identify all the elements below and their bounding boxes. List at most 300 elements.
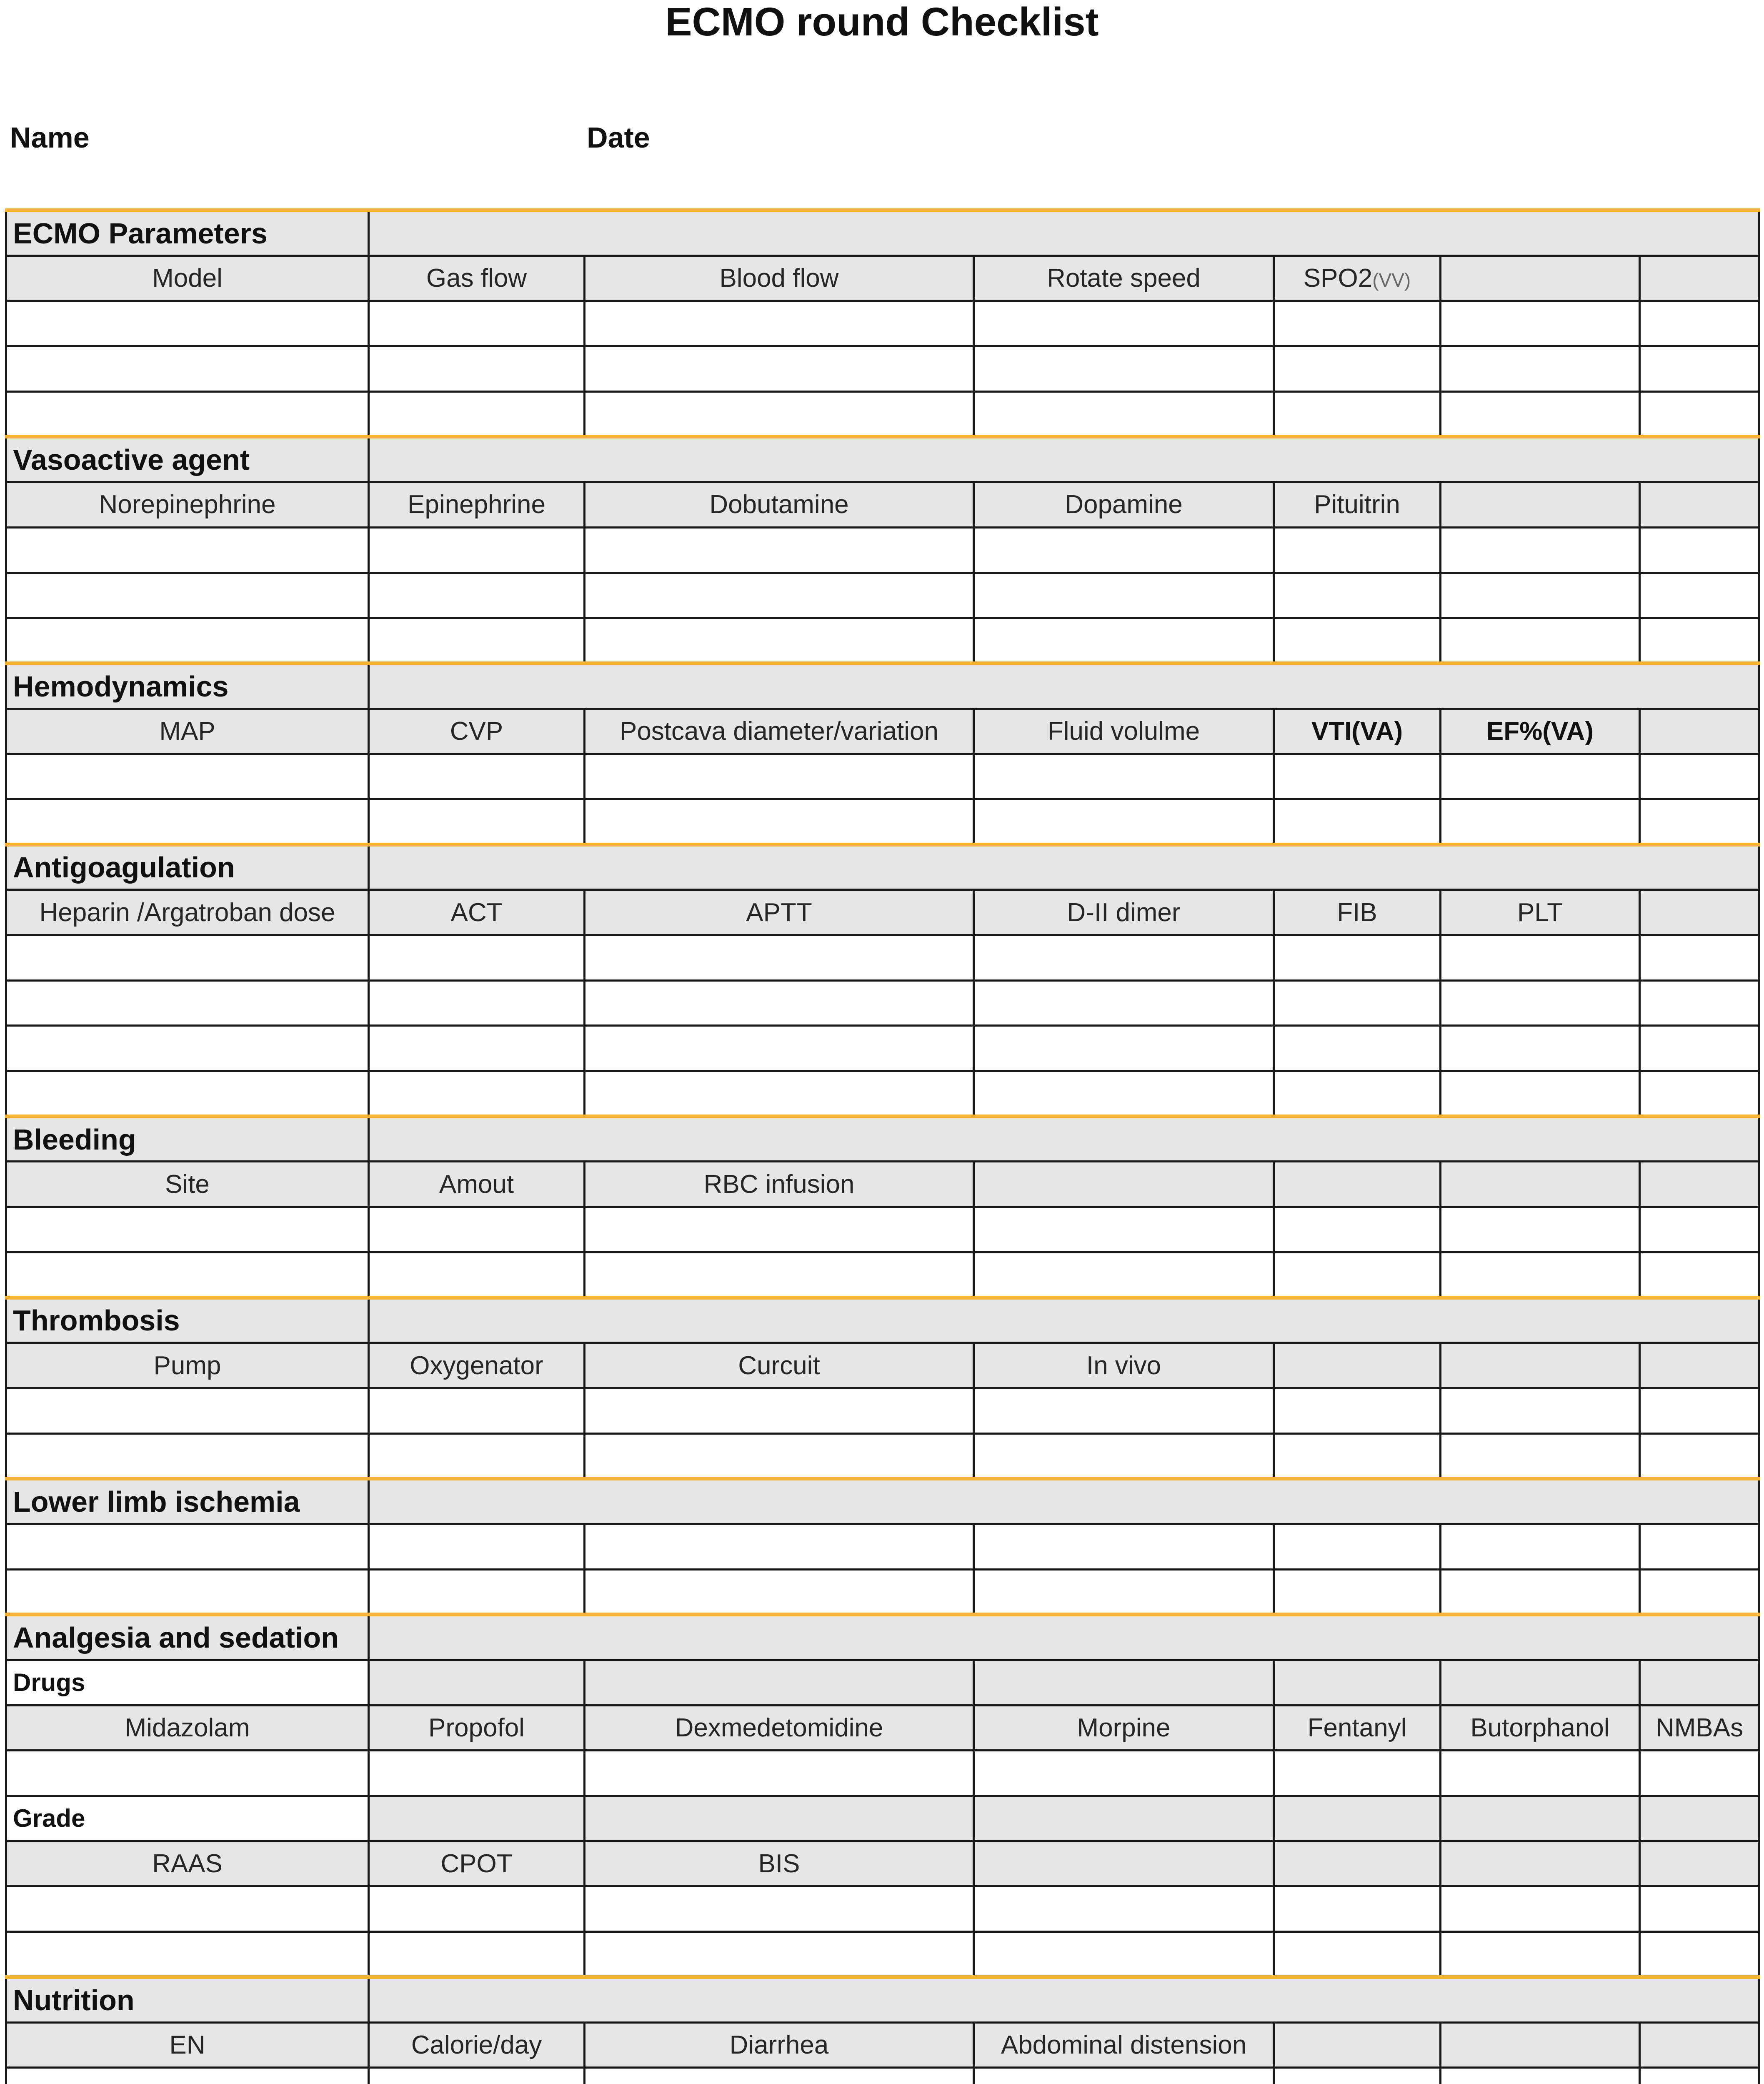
column-header-dexmedetomidine	[585, 1705, 974, 1751]
column-header-gas-flow	[369, 255, 585, 301]
entry-cell[interactable]	[6, 1751, 369, 1796]
entry-cell[interactable]	[1441, 618, 1640, 664]
entry-cell[interactable]	[585, 1524, 974, 1569]
entry-cell[interactable]	[1640, 1388, 1759, 1433]
subsection-drugs	[6, 1660, 1759, 1706]
antigoagulation-entry-row	[6, 1071, 1759, 1117]
column-header-epinephrine	[369, 482, 585, 528]
entry-cell[interactable]	[6, 1433, 369, 1479]
entry-cell[interactable]	[369, 1026, 585, 1071]
entry-cell[interactable]	[1640, 2068, 1759, 2084]
entry-cell[interactable]	[974, 1207, 1274, 1252]
entry-cell[interactable]	[974, 346, 1274, 392]
entry-cell[interactable]	[974, 799, 1274, 844]
entry-cell[interactable]	[6, 1207, 369, 1252]
entry-cell[interactable]	[1441, 1886, 1640, 1932]
entry-cell[interactable]	[1640, 1252, 1759, 1297]
entry-cell[interactable]	[1640, 935, 1759, 981]
entry-cell[interactable]	[974, 1026, 1274, 1071]
antigoagulation-column-headers	[6, 890, 1759, 935]
entry-cell[interactable]	[585, 754, 974, 799]
column-header-postcava-diameter-variation	[585, 709, 974, 754]
entry-cell[interactable]	[1274, 1388, 1441, 1433]
column-header-rbc-infusion	[585, 1162, 974, 1207]
entry-cell[interactable]	[585, 618, 974, 664]
column-header-label: APTT	[746, 898, 812, 927]
column-header-map	[6, 709, 369, 754]
section-title: Lower limb ischemia	[6, 1479, 369, 1524]
column-header-label: Curcuit	[738, 1351, 820, 1380]
section-antigoagulation	[6, 844, 1759, 890]
entry-cell[interactable]	[1441, 1207, 1640, 1252]
entry-cell[interactable]	[1274, 1886, 1441, 1932]
entry-cell[interactable]	[1274, 301, 1441, 346]
column-header-label: Model	[152, 264, 223, 293]
entry-cell[interactable]	[974, 980, 1274, 1026]
entry-cell[interactable]	[585, 1569, 974, 1615]
entry-cell[interactable]	[1441, 980, 1640, 1026]
entry-cell[interactable]	[1274, 1751, 1441, 1796]
column-header-label: Fentanyl	[1307, 1713, 1407, 1743]
section-header-fill	[369, 1977, 1759, 2022]
column-header-label: Oxygenator	[410, 1351, 543, 1380]
entry-cell[interactable]	[585, 1932, 974, 1977]
column-header-diarrhea	[585, 2022, 974, 2068]
entry-cell[interactable]	[369, 391, 585, 437]
column-header-bis	[585, 1841, 974, 1886]
column-header-in-vivo	[974, 1343, 1274, 1388]
entry-cell[interactable]	[6, 935, 369, 981]
entry-cell[interactable]	[1274, 799, 1441, 844]
vasoactive-agent-entry-row	[6, 618, 1759, 664]
column-header-empty	[1441, 482, 1640, 528]
entry-cell[interactable]	[1640, 1071, 1759, 1117]
entry-cell[interactable]	[1274, 1252, 1441, 1297]
spo2-suffix: (VV)	[1372, 269, 1411, 291]
column-header-empty	[1640, 255, 1759, 301]
column-header-label: Gas flow	[426, 264, 527, 293]
entry-cell[interactable]	[6, 980, 369, 1026]
column-header-morpine	[974, 1705, 1274, 1751]
column-header-act	[369, 890, 585, 935]
vasoactive-agent-column-headers	[6, 482, 1759, 528]
entry-cell[interactable]	[585, 527, 974, 573]
page-title: ECMO round Checklist	[665, 0, 1099, 44]
column-header-label: EF%(VA)	[1486, 716, 1594, 746]
vasoactive-agent-entry-row	[6, 527, 1759, 573]
column-header-label: Blood flow	[719, 264, 839, 293]
entry-cell[interactable]	[369, 1524, 585, 1569]
entry-cell[interactable]	[6, 1886, 369, 1932]
column-header-label: Epinephrine	[408, 490, 545, 519]
section-header-fill	[369, 1116, 1759, 1162]
entry-cell[interactable]	[1640, 1569, 1759, 1615]
entry-cell[interactable]	[1274, 1026, 1441, 1071]
section-header-fill	[369, 210, 1759, 256]
entry-cell[interactable]	[1640, 301, 1759, 346]
entry-cell[interactable]	[585, 1433, 974, 1479]
entry-cell[interactable]	[1441, 573, 1640, 618]
column-header-empty	[1640, 709, 1759, 754]
entry-cell[interactable]	[1441, 1932, 1640, 1977]
entry-cell[interactable]	[1441, 1569, 1640, 1615]
entry-cell[interactable]	[1640, 1524, 1759, 1569]
subsection-fill	[1441, 1660, 1640, 1706]
entry-cell[interactable]	[1274, 1433, 1441, 1479]
column-header-label: RBC infusion	[703, 1170, 855, 1199]
column-header-label: Propofol	[428, 1713, 525, 1743]
column-header-label: PLT	[1517, 898, 1563, 927]
column-header-abdominal-distension	[974, 2022, 1274, 2068]
column-header-midazolam	[6, 1705, 369, 1751]
entry-cell[interactable]	[1274, 346, 1441, 392]
entry-cell[interactable]	[1441, 1751, 1640, 1796]
section-hemodynamics	[6, 663, 1759, 709]
column-header-empty	[1274, 1162, 1441, 1207]
entry-cell[interactable]	[369, 1071, 585, 1117]
entry-cell[interactable]	[1441, 346, 1640, 392]
hemodynamics-entry-row	[6, 754, 1759, 799]
column-header-label: Site	[165, 1170, 210, 1199]
section-ecmo-parameters	[6, 210, 1759, 256]
subsection-fill	[369, 1796, 585, 1841]
section-title: Vasoactive agent	[6, 437, 369, 482]
column-header-label: Abdominal distension	[1001, 2030, 1247, 2059]
entry-cell[interactable]	[369, 618, 585, 664]
name-label: Name	[10, 121, 90, 154]
column-header-label: EN	[169, 2030, 205, 2059]
entry-cell[interactable]	[1640, 1751, 1759, 1796]
entry-cell[interactable]	[1640, 799, 1759, 844]
entry-cell[interactable]	[369, 1751, 585, 1796]
ecmo-parameters-column-headers	[6, 255, 1759, 301]
entry-cell[interactable]	[585, 346, 974, 392]
entry-cell[interactable]	[6, 1252, 369, 1297]
column-header-cpot	[369, 1841, 585, 1886]
entry-cell[interactable]	[1441, 754, 1640, 799]
entry-cell[interactable]	[6, 799, 369, 844]
section-header-fill	[369, 1297, 1759, 1343]
entry-cell[interactable]	[369, 301, 585, 346]
entry-cell[interactable]	[974, 573, 1274, 618]
column-header-dobutamine	[585, 482, 974, 528]
entry-cell[interactable]	[585, 1751, 974, 1796]
column-header-label: Morpine	[1077, 1713, 1171, 1743]
subsection-fill	[1640, 1796, 1759, 1841]
column-header-rotate-speed	[974, 255, 1274, 301]
entry-cell[interactable]	[1640, 573, 1759, 618]
column-header-label: Heparin /Argatroban dose	[39, 898, 335, 927]
entry-cell[interactable]	[1640, 1207, 1759, 1252]
entry-cell[interactable]	[585, 980, 974, 1026]
entry-cell[interactable]	[369, 1207, 585, 1252]
subsection-fill	[1640, 1660, 1759, 1706]
column-header-empty	[1441, 1343, 1640, 1388]
column-header-label: CVP	[450, 716, 503, 746]
subsection-fill	[369, 1660, 585, 1706]
column-header-nmbas	[1640, 1705, 1759, 1751]
column-header-propofol	[369, 1705, 585, 1751]
ecmo-parameters-entry-row	[6, 301, 1759, 346]
entry-cell[interactable]	[1441, 1252, 1640, 1297]
entry-cell[interactable]	[974, 301, 1274, 346]
entry-cell[interactable]	[585, 1252, 974, 1297]
column-header-aptt	[585, 890, 974, 935]
nutrition-column-headers	[6, 2022, 1759, 2068]
subsection-fill	[1274, 1660, 1441, 1706]
entry-cell[interactable]	[1640, 980, 1759, 1026]
antigoagulation-entry-row	[6, 1026, 1759, 1071]
entry-cell[interactable]	[369, 754, 585, 799]
bleeding-column-headers	[6, 1162, 1759, 1207]
entry-cell[interactable]	[369, 346, 585, 392]
entry-cell[interactable]	[974, 935, 1274, 981]
subsection-label: Grade	[6, 1796, 369, 1841]
entry-cell[interactable]	[6, 1569, 369, 1615]
column-header-empty	[1640, 482, 1759, 528]
date-label: Date	[587, 121, 650, 154]
subsection-fill	[1441, 1796, 1640, 1841]
entry-cell[interactable]	[585, 1207, 974, 1252]
section-analgesia-and-sedation	[6, 1615, 1759, 1660]
section-title: Analgesia and sedation	[6, 1615, 369, 1660]
entry-cell[interactable]	[585, 573, 974, 618]
subsection-fill	[974, 1796, 1274, 1841]
subsection-fill	[974, 1660, 1274, 1706]
entry-cell[interactable]	[585, 1388, 974, 1433]
entry-cell[interactable]	[1441, 1524, 1640, 1569]
column-header-empty	[1441, 1841, 1640, 1886]
entry-cell[interactable]	[1640, 1433, 1759, 1479]
entry-cell[interactable]	[585, 935, 974, 981]
entry-cell[interactable]	[974, 391, 1274, 437]
entry-cell[interactable]	[974, 1252, 1274, 1297]
column-header-amout	[369, 1162, 585, 1207]
section-header-fill	[369, 437, 1759, 482]
entry-cell[interactable]	[974, 1886, 1274, 1932]
section-title: Hemodynamics	[6, 663, 369, 709]
ecmo-parameters-entry-row	[6, 346, 1759, 392]
entry-cell[interactable]	[1274, 1071, 1441, 1117]
entry-cell[interactable]	[369, 1388, 585, 1433]
column-header-pump	[6, 1343, 369, 1388]
entry-cell[interactable]	[1640, 618, 1759, 664]
entry-cell[interactable]	[1441, 391, 1640, 437]
entry-cell[interactable]	[369, 2068, 585, 2084]
column-header-label: Pituitrin	[1314, 490, 1400, 519]
entry-cell[interactable]	[1274, 391, 1441, 437]
entry-cell[interactable]	[585, 2068, 974, 2084]
nutrition-entry-row	[6, 2068, 1759, 2084]
section-title: ECMO Parameters	[6, 210, 369, 256]
section-header-fill	[369, 663, 1759, 709]
entry-cell[interactable]	[974, 1524, 1274, 1569]
entry-cell[interactable]	[974, 2068, 1274, 2084]
entry-cell[interactable]	[1274, 527, 1441, 573]
entry-cell[interactable]	[585, 1886, 974, 1932]
entry-cell[interactable]	[1640, 1886, 1759, 1932]
entry-cell[interactable]	[1640, 527, 1759, 573]
entry-cell[interactable]	[1441, 935, 1640, 981]
entry-cell[interactable]	[585, 301, 974, 346]
entry-cell[interactable]	[974, 527, 1274, 573]
column-header-raas	[6, 1841, 369, 1886]
thrombosis-entry-row	[6, 1388, 1759, 1433]
column-header-empty	[1640, 1343, 1759, 1388]
bleeding-entry-row	[6, 1252, 1759, 1297]
column-header-empty	[1640, 1841, 1759, 1886]
column-header-label: Norepinephrine	[99, 490, 276, 519]
entry-cell[interactable]	[369, 1252, 585, 1297]
entry-cell[interactable]	[1274, 754, 1441, 799]
entry-cell[interactable]	[1274, 1569, 1441, 1615]
entry-cell[interactable]	[974, 1932, 1274, 1977]
entry-cell[interactable]	[974, 618, 1274, 664]
column-header-label: Dexmedetomidine	[675, 1713, 883, 1743]
column-header-label: Midazolam	[125, 1713, 250, 1743]
entry-cell[interactable]	[585, 799, 974, 844]
entry-cell[interactable]	[1441, 1071, 1640, 1117]
vasoactive-agent-entry-row	[6, 573, 1759, 618]
column-header-label: Butorphanol	[1470, 1713, 1610, 1743]
column-header-empty	[1274, 1343, 1441, 1388]
entry-cell[interactable]	[585, 1071, 974, 1117]
subsection-grade	[6, 1796, 1759, 1841]
entry-cell[interactable]	[1441, 301, 1640, 346]
section-title: Thrombosis	[6, 1297, 369, 1343]
column-header-en	[6, 2022, 369, 2068]
column-header-empty	[1441, 255, 1640, 301]
column-header-empty	[1274, 2022, 1441, 2068]
entry-cell[interactable]	[1441, 1388, 1640, 1433]
section-bleeding	[6, 1116, 1759, 1162]
entry-cell[interactable]	[6, 2068, 369, 2084]
entry-cell[interactable]	[1640, 1932, 1759, 1977]
entry-cell[interactable]	[1441, 2068, 1640, 2084]
column-header-empty	[1640, 2022, 1759, 2068]
column-header-oxygenator	[369, 1343, 585, 1388]
column-header-label: Diarrhea	[729, 2030, 829, 2059]
entry-cell[interactable]	[369, 980, 585, 1026]
analgesia-and-sedation-entry-row	[6, 1751, 1759, 1796]
column-header-empty	[974, 1162, 1274, 1207]
column-header-label: NMBAs	[1655, 1713, 1744, 1743]
entry-cell[interactable]	[369, 573, 585, 618]
entry-cell[interactable]	[974, 1569, 1274, 1615]
column-header-fluid-volulme	[974, 709, 1274, 754]
entry-cell[interactable]	[1274, 2068, 1441, 2084]
subsection-fill	[585, 1796, 974, 1841]
entry-cell[interactable]	[1274, 1524, 1441, 1569]
entry-cell[interactable]	[1274, 1932, 1441, 1977]
entry-cell[interactable]	[6, 573, 369, 618]
column-header-calorie-day	[369, 2022, 585, 2068]
column-header-blood-flow	[585, 255, 974, 301]
entry-cell[interactable]	[369, 1433, 585, 1479]
entry-cell[interactable]	[6, 754, 369, 799]
column-header-label: Dopamine	[1065, 490, 1183, 519]
column-header-empty	[1441, 1162, 1640, 1207]
entry-cell[interactable]	[1274, 573, 1441, 618]
column-header-empty	[974, 1841, 1274, 1886]
entry-cell[interactable]	[974, 1071, 1274, 1117]
entry-cell[interactable]	[6, 1524, 369, 1569]
entry-cell[interactable]	[1640, 754, 1759, 799]
column-header-label: Pump	[153, 1351, 221, 1380]
column-header-label: Postcava diameter/variation	[619, 716, 939, 746]
entry-cell[interactable]	[369, 1932, 585, 1977]
entry-cell[interactable]	[974, 1388, 1274, 1433]
subsection-fill	[585, 1660, 974, 1706]
analgesia-and-sedation-column-headers	[6, 1841, 1759, 1886]
section-header-fill	[369, 1615, 1759, 1660]
column-header-label: ACT	[450, 898, 503, 927]
entry-cell[interactable]	[974, 754, 1274, 799]
entry-cell[interactable]	[6, 346, 369, 392]
column-header-vti-va	[1274, 709, 1441, 754]
analgesia-and-sedation-entry-row	[6, 1932, 1759, 1977]
entry-cell[interactable]	[1640, 1026, 1759, 1071]
entry-cell[interactable]	[369, 1569, 585, 1615]
entry-cell[interactable]	[1274, 980, 1441, 1026]
column-header-cvp	[369, 709, 585, 754]
entry-cell[interactable]	[1640, 391, 1759, 437]
entry-cell[interactable]	[974, 1751, 1274, 1796]
entry-cell[interactable]	[1274, 1207, 1441, 1252]
entry-cell[interactable]	[585, 391, 974, 437]
entry-cell[interactable]	[1441, 527, 1640, 573]
column-header-plt	[1441, 890, 1640, 935]
entry-cell[interactable]	[6, 391, 369, 437]
entry-cell[interactable]	[369, 935, 585, 981]
entry-cell[interactable]	[6, 1388, 369, 1433]
entry-cell[interactable]	[1640, 346, 1759, 392]
column-header-heparin-argatroban-dose	[6, 890, 369, 935]
entry-cell[interactable]	[369, 1886, 585, 1932]
column-header-model	[6, 255, 369, 301]
entry-cell[interactable]	[6, 1932, 369, 1977]
section-title: Bleeding	[6, 1116, 369, 1162]
entry-cell[interactable]	[369, 527, 585, 573]
hemodynamics-entry-row	[6, 799, 1759, 844]
entry-cell[interactable]	[6, 1026, 369, 1071]
lower-limb-ischemia-entry-row	[6, 1524, 1759, 1569]
column-header-empty	[1640, 890, 1759, 935]
entry-cell[interactable]	[1274, 618, 1441, 664]
thrombosis-column-headers	[6, 1343, 1759, 1388]
column-header-curcuit	[585, 1343, 974, 1388]
entry-cell[interactable]	[6, 527, 369, 573]
entry-cell[interactable]	[6, 301, 369, 346]
entry-cell[interactable]	[369, 799, 585, 844]
entry-cell[interactable]	[1441, 1433, 1640, 1479]
column-header-pituitrin	[1274, 482, 1441, 528]
entry-cell[interactable]	[974, 1433, 1274, 1479]
column-header-label: D-II dimer	[1067, 898, 1181, 927]
column-header-fib	[1274, 890, 1441, 935]
entry-cell[interactable]	[1274, 935, 1441, 981]
column-header-label: Calorie/day	[411, 2030, 542, 2059]
entry-cell[interactable]	[6, 1071, 369, 1117]
column-header-empty	[1274, 1841, 1441, 1886]
column-header-label: Amout	[439, 1170, 514, 1199]
entry-cell[interactable]	[1441, 1026, 1640, 1071]
entry-cell[interactable]	[1441, 799, 1640, 844]
thrombosis-entry-row	[6, 1433, 1759, 1479]
subsection-label: Drugs	[6, 1660, 369, 1706]
entry-cell[interactable]	[6, 618, 369, 664]
entry-cell[interactable]	[585, 1026, 974, 1071]
